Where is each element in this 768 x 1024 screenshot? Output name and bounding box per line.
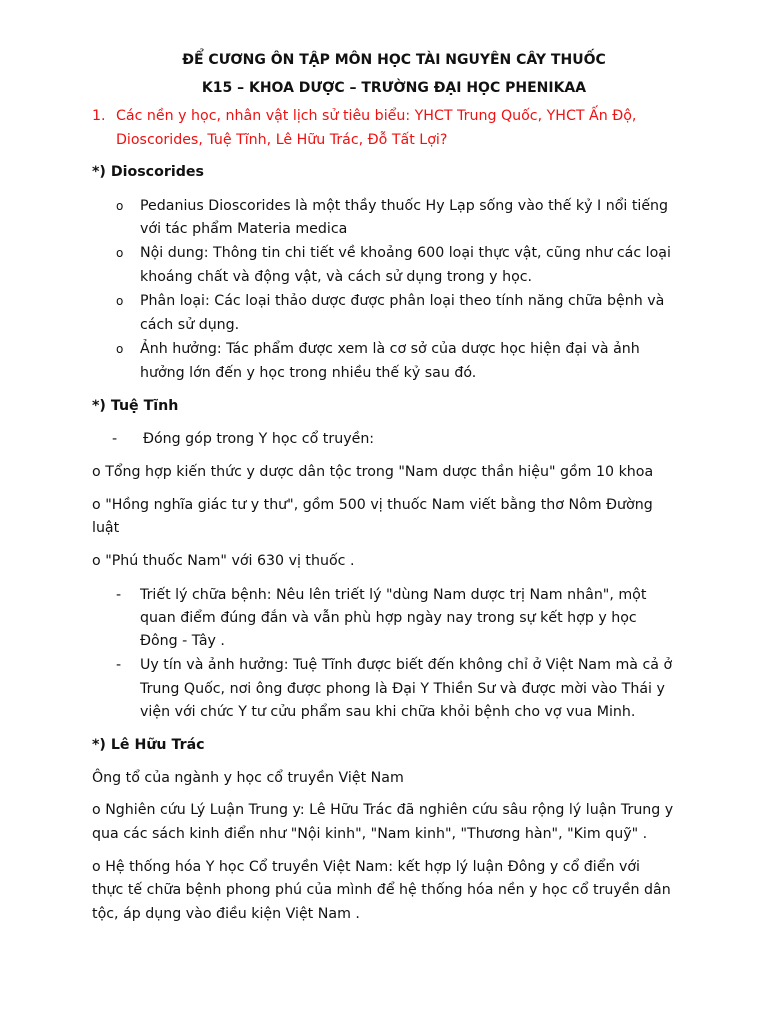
- dioscorides-item-4-line-2: hưởng lớn đến y học trong nhiều thế kỷ sau đó.: [140, 365, 477, 381]
- le-huu-trac-p2-line-3: tộc, áp dụng vào điều kiện Việt Nam .: [92, 906, 360, 922]
- dash-marker: -: [116, 657, 122, 673]
- question-text-line-1: Các nền y học, nhân vật lịch sử tiêu biểu: YHCT Trung Quốc, YHCT Ấn Độ,: [116, 108, 637, 124]
- tue-tinh-dash-1-line-2: quan điểm đúng đắn và vẫn phù hợp ngày nay trong sự kết hợp y học: [140, 610, 637, 626]
- dash-marker: -: [112, 431, 118, 447]
- tue-tinh-dash-1-line-3: Đông - Tây .: [140, 633, 225, 649]
- dioscorides-item-2-line-1: Nội dung: Thông tin chi tiết về khoảng 600 loại thực vật, cũng như các loại: [140, 245, 671, 261]
- tue-tinh-dash-1-line-1: Triết lý chữa bệnh: Nêu lên triết lý "dùng Nam dược trị Nam nhân", một: [140, 587, 647, 603]
- tue-tinh-contribution: Đóng góp trong Y học cổ truyền:: [143, 431, 375, 447]
- document-title-line-1: ĐỂ CƯƠNG ÔN TẬP MÔN HỌC TÀI NGUYÊN CÂY THUỐC: [182, 52, 606, 68]
- section-heading-dioscorides: *) Dioscorides: [92, 164, 204, 180]
- section-heading-tue-tinh: *) Tuệ Tĩnh: [92, 398, 179, 414]
- tue-tinh-o-line-1: o Tổng hợp kiến thức y dược dân tộc trong "Nam dược thần hiệu" gồm 10 khoa: [92, 464, 654, 480]
- bullet-marker: o: [116, 294, 124, 308]
- tue-tinh-o-line-3: o "Phú thuốc Nam" với 630 vị thuốc .: [92, 553, 355, 569]
- section-heading-le-huu-trac: *) Lê Hữu Trác: [92, 737, 205, 753]
- tue-tinh-dash-2-line-2: Trung Quốc, nơi ông được phong là Đại Y Thiền Sư và được mời vào Thái y: [140, 681, 665, 697]
- le-huu-trac-p2-line-2: thực tế chữa bệnh phong phú của mình để hệ thống hóa nền y học cổ truyền dân: [92, 882, 671, 898]
- bullet-marker: o: [116, 246, 124, 260]
- tue-tinh-o-line-2b: luật: [92, 520, 120, 536]
- dioscorides-item-4-line-1: Ảnh hưởng: Tác phẩm được xem là cơ sở của dược học hiện đại và ảnh: [140, 341, 640, 357]
- question-text-line-2: Dioscorides, Tuệ Tĩnh, Lê Hữu Trác, Đỗ Tất Lợi?: [116, 132, 448, 148]
- bullet-marker: o: [116, 342, 124, 356]
- le-huu-trac-p1-line-2: qua các sách kinh điển như "Nội kinh", "Nam kinh", "Thương hàn", "Kim quỹ" .: [92, 826, 648, 842]
- tue-tinh-dash-2-line-3: viện với chức Y tư cửu phẩm sau khi chữa khỏi bệnh cho vợ vua Minh.: [140, 704, 636, 720]
- document-title-line-2: K15 – KHOA DƯỢC – TRƯỜNG ĐẠI HỌC PHENIKAA: [201, 80, 587, 96]
- dioscorides-item-2-line-2: khoáng chất và động vật, và cách sử dụng trong y học.: [140, 269, 533, 285]
- le-huu-trac-intro: Ông tổ của ngành y học cổ truyền Việt Nam: [92, 770, 404, 786]
- dash-marker: -: [116, 587, 122, 603]
- tue-tinh-dash-2-line-1: Uy tín và ảnh hưởng: Tuệ Tĩnh được biết đến không chỉ ở Việt Nam mà cả ở: [140, 657, 673, 673]
- dioscorides-item-1-line-2: với tác phẩm Materia medica: [140, 221, 348, 237]
- le-huu-trac-p2-line-1: o Hệ thống hóa Y học Cổ truyền Việt Nam: kết hợp lý luận Đông y cổ điển với: [92, 859, 640, 875]
- bullet-marker: o: [116, 199, 124, 213]
- dioscorides-item-3-line-2: cách sử dụng.: [140, 317, 240, 333]
- dioscorides-item-3-line-1: Phân loại: Các loại thảo dược được phân loại theo tính năng chữa bệnh và: [140, 293, 665, 309]
- question-number: 1.: [92, 108, 106, 124]
- tue-tinh-o-line-2a: o "Hồng nghĩa giác tư y thư", gồm 500 vị thuốc Nam viết bằng thơ Nôm Đường: [92, 497, 653, 513]
- le-huu-trac-p1-line-1: o Nghiên cứu Lý Luận Trung y: Lê Hữu Trác đã nghiên cứu sâu rộng lý luận Trung y: [92, 802, 674, 818]
- dioscorides-item-1-line-1: Pedanius Dioscorides là một thầy thuốc Hy Lạp sống vào thế kỷ I nổi tiếng: [140, 198, 669, 214]
